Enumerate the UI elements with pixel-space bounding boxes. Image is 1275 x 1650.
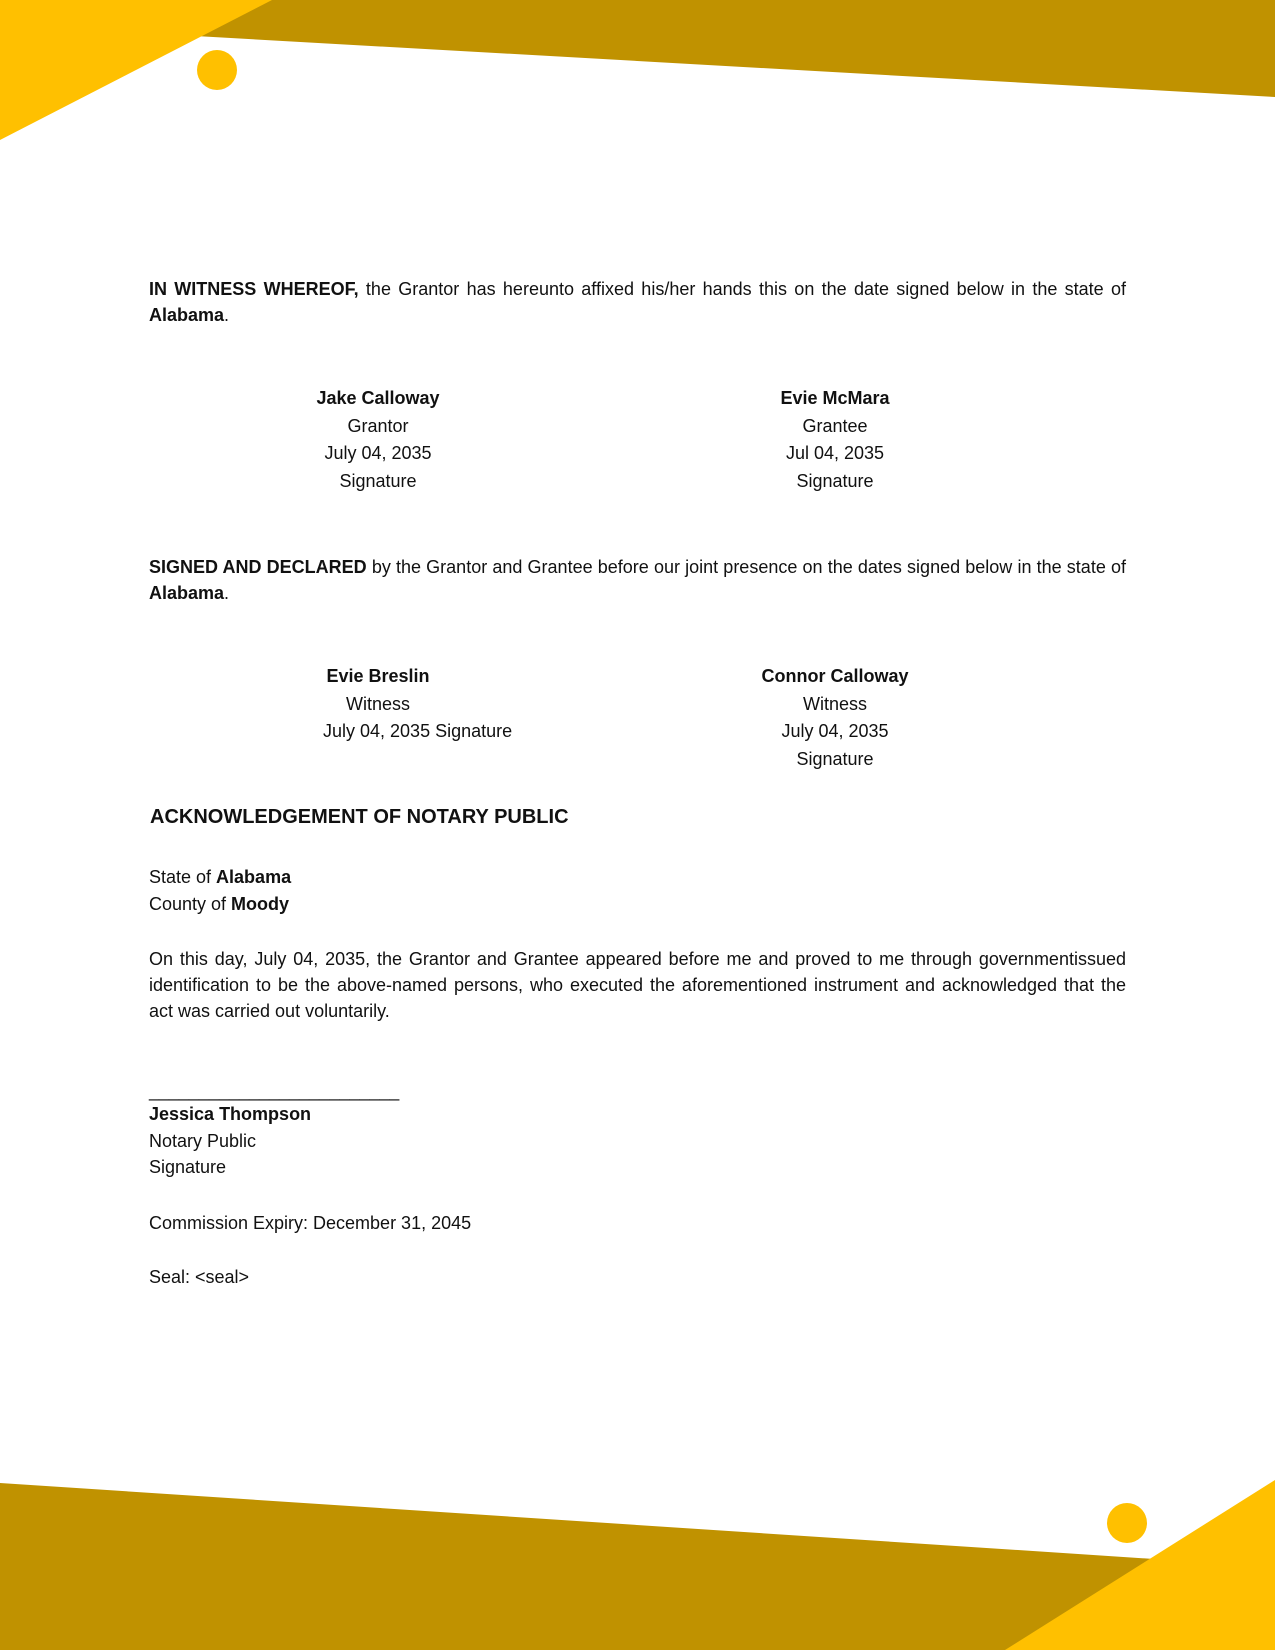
notary-signature-block — [149, 1081, 399, 1181]
declared-text: by the Grantor and Grantee before our joint presence on the dates signed below in the state of — [366, 557, 1126, 577]
witness-clause — [149, 276, 1126, 328]
witness-name: Connor Calloway — [761, 666, 909, 686]
witness-date-signature: July 04, 2035 Signature — [323, 721, 513, 741]
state-value: Alabama — [216, 867, 292, 887]
notary-jurisdiction — [149, 864, 291, 917]
witness-block-2 — [735, 663, 935, 773]
declared-state: Alabama — [149, 583, 225, 603]
declared-end: . — [224, 583, 230, 603]
party-date: July 04, 2035 — [324, 443, 432, 463]
notary-name: Jessica Thompson — [149, 1104, 312, 1124]
state-label: State of — [149, 867, 217, 887]
county-label: County of — [149, 893, 232, 914]
witness-lead: IN WITNESS WHEREOF, — [149, 279, 359, 299]
party-signature: Signature — [796, 470, 874, 491]
party-role: Grantor — [347, 415, 409, 436]
witness-end: . — [224, 305, 230, 325]
witness-state: Alabama — [149, 305, 225, 325]
signature-line: _________________________ — [149, 1081, 400, 1101]
bottom-yellow-dot — [1107, 1503, 1147, 1543]
witness-text: the Grantor has hereunto affixed his/her hands this on the date signed below in the state of — [358, 279, 1126, 299]
notary-heading: ACKNOWLEDGEMENT OF NOTARY PUBLIC — [150, 806, 569, 828]
notary-body-text: On this day, July 04, 2035, the Grantor and Grantee appeared before me and proved to me through governmentissued identification to be the above-named persons, who executed the aforementioned instrument and acknowledged that the act was carried out voluntarily. — [149, 949, 1126, 1021]
notary-title: Notary Public — [149, 1130, 257, 1151]
party-signature: Signature — [339, 470, 417, 491]
party-block-grantor — [278, 385, 478, 495]
declared-lead: SIGNED AND DECLARED — [149, 557, 367, 577]
commission-expiry: Commission Expiry: December 31, 2045 — [149, 1213, 472, 1233]
party-name: Evie McMara — [780, 388, 890, 408]
party-date: Jul 04, 2035 — [785, 443, 885, 463]
notary-signature: Signature — [149, 1157, 227, 1177]
top-yellow-dot — [197, 50, 237, 90]
witness-role: Witness — [802, 693, 867, 714]
notary-body — [149, 946, 1126, 1024]
witness-role: Witness — [345, 693, 410, 714]
party-name: Jake Calloway — [316, 388, 440, 408]
declared-clause — [149, 554, 1126, 606]
witness-signature: Signature — [796, 748, 874, 769]
witness-date: July 04, 2035 — [781, 721, 889, 741]
seal-placeholder: Seal: <seal> — [149, 1267, 250, 1287]
party-block-grantee — [735, 385, 935, 495]
party-role: Grantee — [802, 415, 868, 436]
witness-name: Evie Breslin — [326, 666, 430, 686]
county-value: Moody — [231, 893, 290, 914]
witness-block-1 — [278, 663, 518, 746]
